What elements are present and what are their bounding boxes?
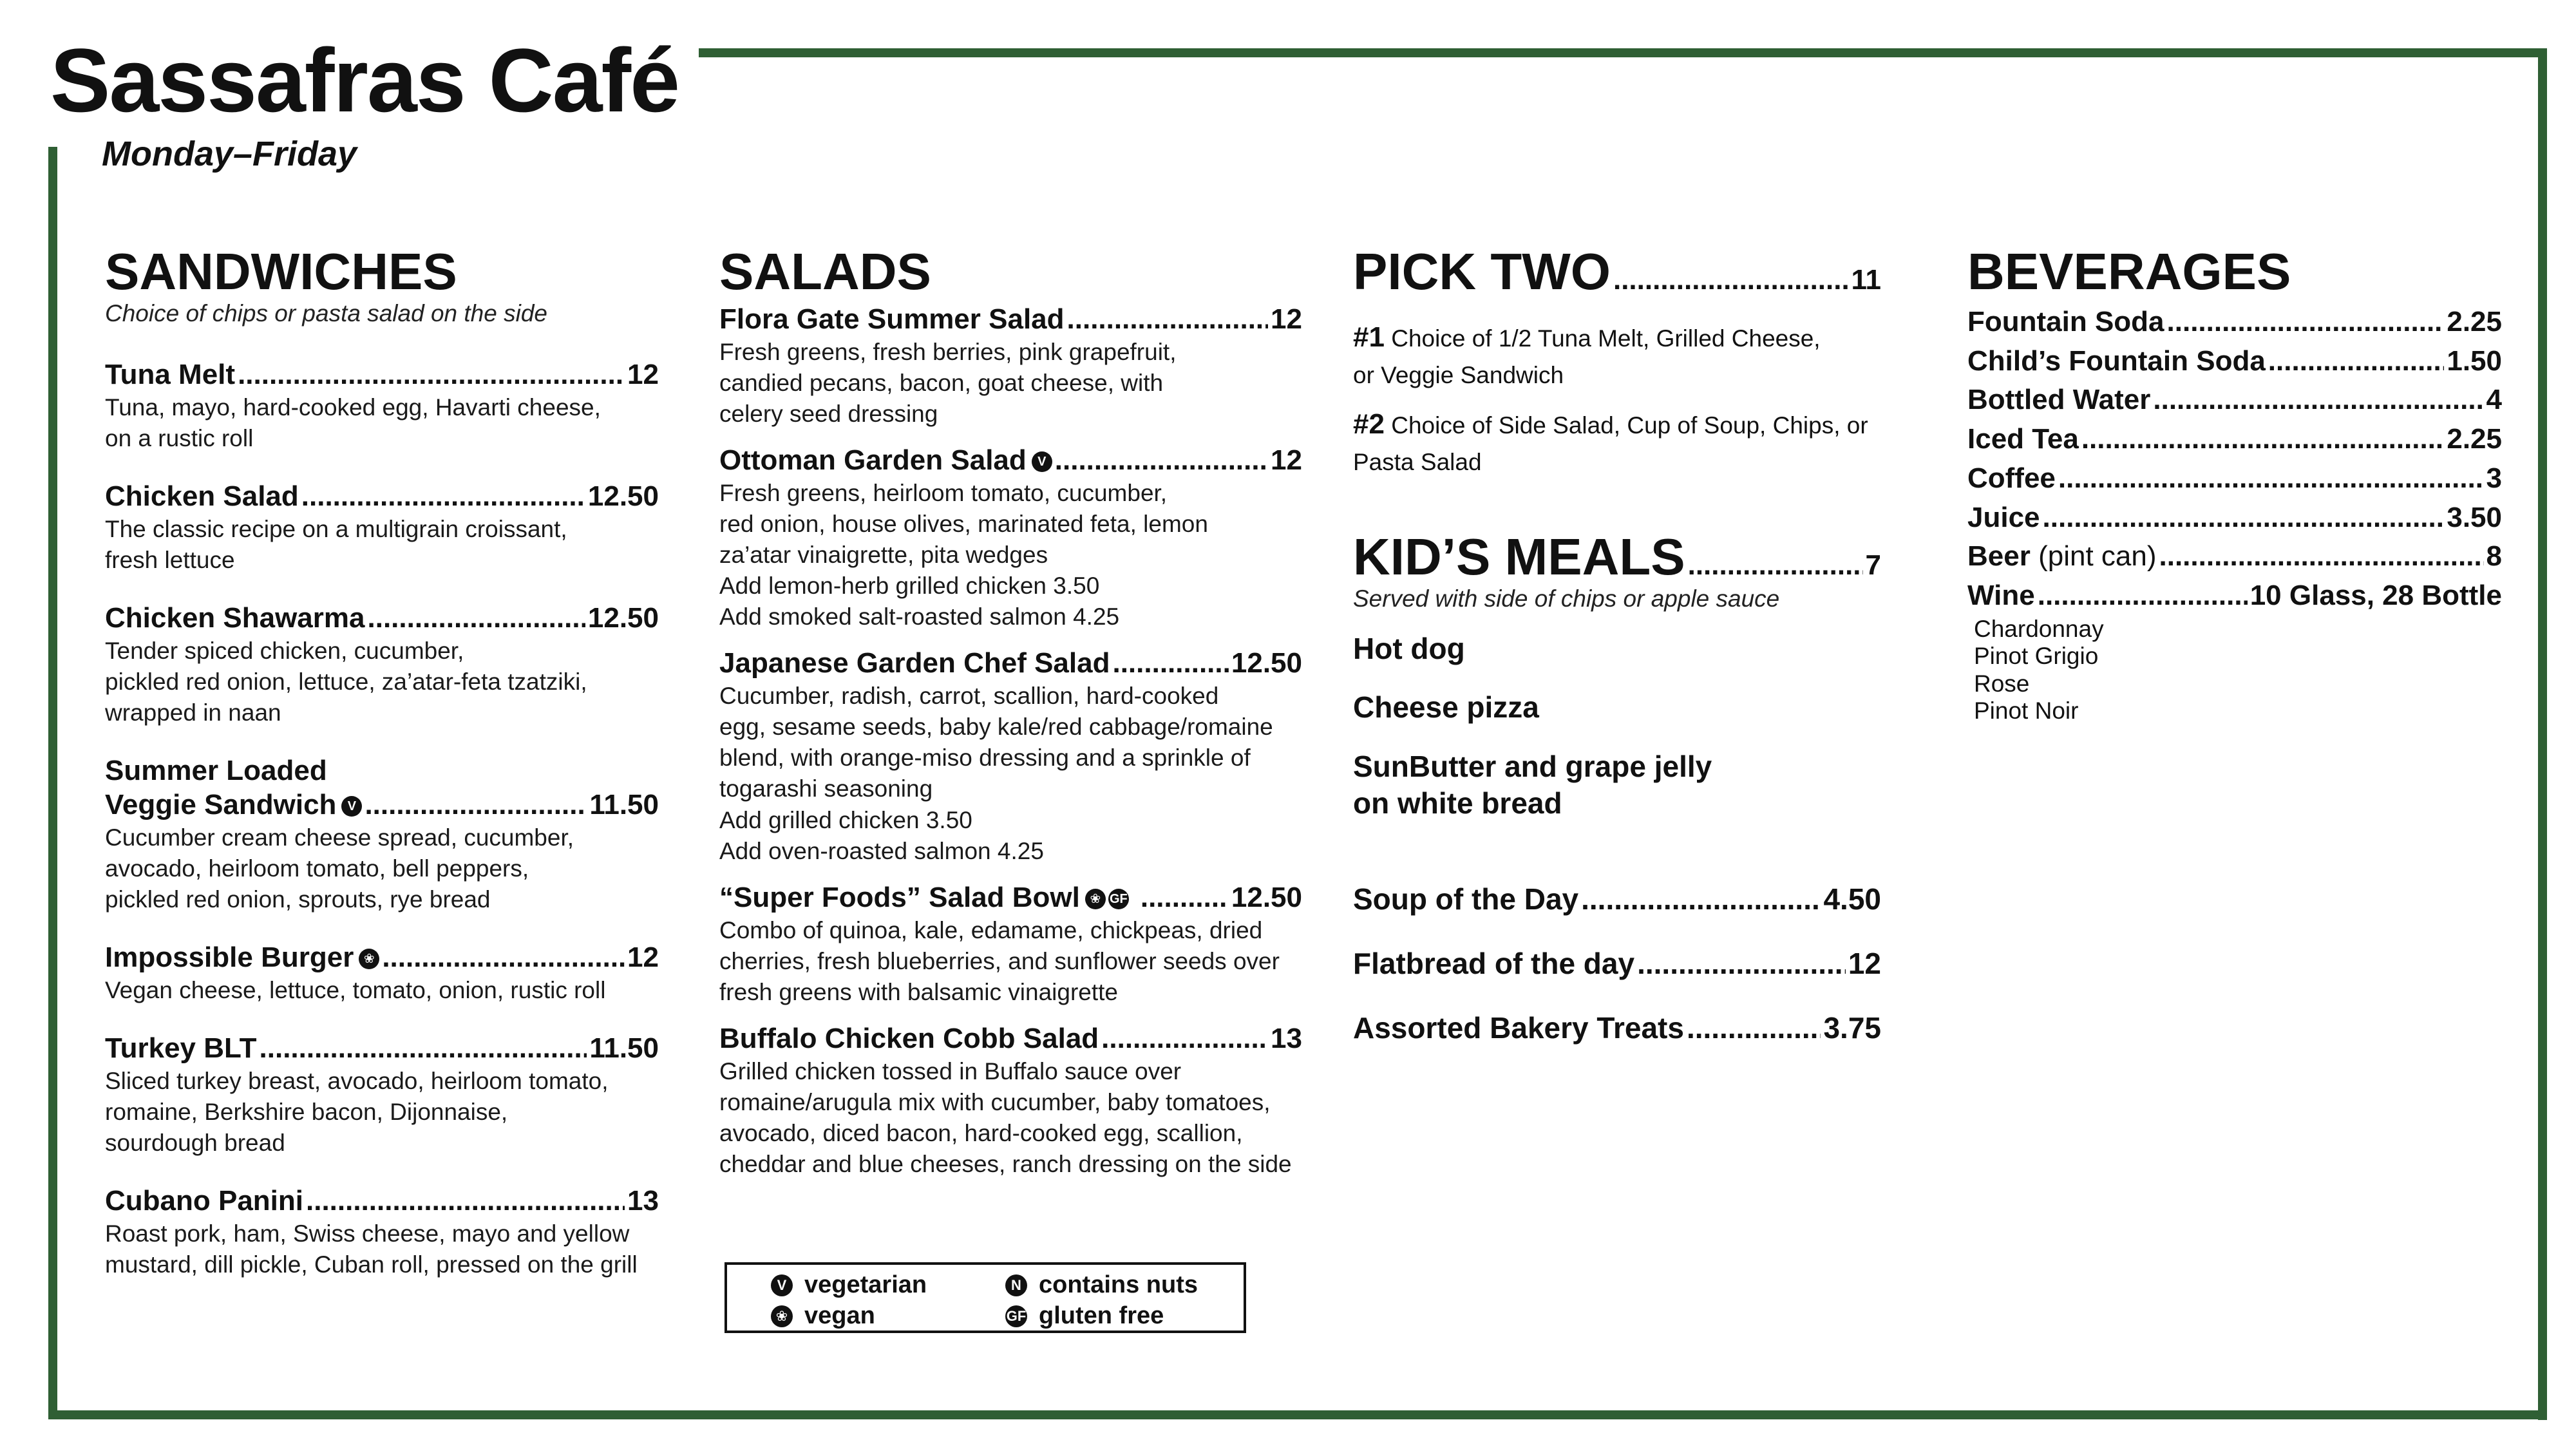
item-name: Juice: [1967, 501, 2040, 533]
menu-item: [719, 1022, 1302, 1180]
item-name: Soup of the Day: [1353, 882, 1579, 916]
item-name: Ottoman Garden Salad V: [719, 444, 1052, 478]
item-price: 8: [2486, 540, 2502, 573]
item-description: Cucumber, radish, carrot, scallion, hard-cooked egg, sesame seeds, baby kale/red cabbage/romaine blend, with orange-miso dressing and a sprinkle of togarashi seasoning Add grilled chicken 3.50 Add oven-roasted salmon 4.25: [719, 683, 1273, 864]
item-price: 2.25: [2447, 306, 2502, 337]
dot-leader: [306, 1184, 625, 1218]
dot-leader: [2159, 537, 2484, 576]
item-name: Impossible Burger ❀: [105, 941, 379, 975]
item-price: 3.75: [1823, 1011, 1881, 1045]
item-price: 12.50: [1231, 647, 1302, 679]
item-name: Assorted Bakery Treats: [1353, 1011, 1684, 1045]
beverages-section: [1967, 245, 2502, 725]
dot-leader: [1637, 946, 1846, 981]
item-price: 10 Glass, 28 Bottle: [2249, 580, 2502, 612]
item-price: 12.50: [587, 601, 659, 634]
item-name: Beer (pint can): [1967, 540, 2157, 573]
frame-left-rule: [48, 147, 57, 1419]
beverage-item: [1967, 576, 2502, 616]
item-price: 13: [627, 1184, 659, 1217]
vegetarian-icon: V: [341, 796, 362, 817]
dot-leader: [382, 941, 625, 975]
item-name: Bottled Water: [1967, 384, 2151, 416]
section-heading: SANDWICHES: [105, 243, 457, 300]
dot-leader: [238, 358, 625, 392]
item-name: Iced Tea: [1967, 423, 2079, 455]
frame-bottom-rule: [48, 1410, 2547, 1419]
item-description: Grilled chicken tossed in Buffalo sauce over romaine/arugula mix with cucumber, baby tomatoes, avocado, diced bacon, hard-cooked egg, scallion, cheddar and blue cheeses, ranch dressing on the side: [719, 1057, 1292, 1177]
item-price: 13: [1271, 1022, 1302, 1054]
section-heading: PICK TWO: [1353, 243, 1611, 300]
item-price: 12.50: [587, 480, 659, 512]
item-price: 2.25: [2447, 423, 2502, 455]
dot-leader: [1055, 444, 1268, 478]
dot-leader: [2268, 342, 2445, 381]
item-name: Japanese Garden Chef Salad: [719, 647, 1110, 679]
salads-section: [719, 245, 1302, 1180]
legend-vegetarian: V vegetarian: [771, 1271, 927, 1299]
item-name: Veggie Sandwich V: [105, 788, 362, 822]
dietary-legend: [724, 1262, 1246, 1333]
item-price: 4: [2486, 384, 2502, 416]
dot-leader: [260, 1032, 587, 1066]
item-description: Fresh greens, heirloom tomato, cucumber, red onion, house olives, marinated feta, lemon za’atar vinaigrette, pita wedges Add lemon-herb grilled chicken 3.50 Add smoked salt-roasted salmon 4.25: [719, 479, 1208, 630]
item-name: Fountain Soda: [1967, 306, 2164, 337]
dot-leader: [1613, 265, 1849, 295]
item-description: Tender spiced chicken, cucumber, pickled red onion, lettuce, za’atar-feta tzatziki, wrapped in naan: [105, 637, 587, 726]
pick-two-section: [1353, 245, 1881, 1046]
nuts-icon: N: [1005, 1274, 1027, 1296]
legend-gluten-free: GF gluten free: [1006, 1302, 1164, 1329]
dot-leader: [1688, 551, 1863, 580]
section-note: Choice of chips or pasta salad on the side: [105, 300, 547, 327]
section-heading: BEVERAGES: [1967, 243, 2291, 300]
item-name-line1: Summer Loaded: [105, 755, 327, 787]
item-name: Turkey BLT: [105, 1032, 257, 1064]
dot-leader: [1112, 647, 1228, 681]
item-price: 4.50: [1823, 882, 1881, 916]
beverage-item: [1967, 537, 2502, 576]
beverage-list: [1967, 303, 2502, 616]
extra-item: [1353, 1010, 1881, 1046]
menu-item: [105, 941, 659, 1006]
kids-item: SunButter and grape jelly on white bread: [1353, 749, 1712, 820]
section-heading: SALADS: [719, 243, 931, 300]
menu-item: [719, 444, 1302, 632]
sandwiches-section: [105, 245, 659, 1280]
dot-leader: [301, 480, 585, 514]
kids-heading-row: [1353, 527, 1881, 585]
dot-leader: [2167, 303, 2445, 342]
item-price: 1.50: [2447, 345, 2502, 377]
item-description: Vegan cheese, lettuce, tomato, onion, rustic roll: [105, 976, 606, 1003]
item-name: Chicken Shawarma: [105, 601, 365, 634]
dot-leader: [2043, 498, 2445, 538]
item-name: Buffalo Chicken Cobb Salad: [719, 1022, 1099, 1054]
vegan-leaf-icon: ❀: [1085, 889, 1106, 909]
dot-leader: [2058, 459, 2484, 498]
page-title: Sassafras Café: [50, 30, 679, 131]
dot-leader: [1067, 303, 1269, 337]
item-description: The classic recipe on a multigrain croissant, fresh lettuce: [105, 515, 567, 573]
item-price: 12: [1848, 947, 1881, 981]
menu-item: [105, 480, 659, 576]
kids-price: 7: [1865, 549, 1881, 581]
section-heading: KID’S MEALS: [1353, 527, 1685, 585]
beverage-item: [1967, 342, 2502, 381]
kids-item: Cheese pizza: [1353, 690, 1539, 724]
pick-two-option-2: #2 Choice of Side Salad, Cup of Soup, Chips, or Pasta Salad: [1353, 408, 1868, 476]
menu-item: [105, 358, 659, 454]
page-subtitle: Monday–Friday: [102, 135, 357, 173]
item-name: Coffee: [1967, 462, 2056, 494]
beverage-item: [1967, 420, 2502, 459]
section-heading-row: [1353, 245, 1881, 299]
item-price: 11.50: [589, 788, 659, 820]
frame-right-rule: [2538, 48, 2547, 1420]
item-name: Wine: [1967, 580, 2035, 612]
dot-leader: [365, 788, 587, 822]
legend-vegan: ❀ vegan: [771, 1302, 875, 1330]
beverage-item: [1967, 459, 2502, 498]
menu-item: [105, 1032, 659, 1159]
menu-item: [719, 647, 1302, 866]
legend-contains-nuts: N contains nuts: [1005, 1271, 1198, 1299]
beverage-item: [1967, 381, 2502, 420]
dot-leader: [1101, 1022, 1268, 1056]
item-name: Flora Gate Summer Salad: [719, 303, 1065, 335]
dot-leader: [1581, 882, 1821, 917]
vegetarian-icon: V: [771, 1274, 793, 1296]
beverage-item: [1967, 498, 2502, 538]
item-description: Sliced turkey breast, avocado, heirloom tomato, romaine, Berkshire bacon, Dijonnaise, sourdough bread: [105, 1067, 609, 1156]
item-name: Flatbread of the day: [1353, 947, 1635, 981]
item-description: Combo of quinoa, kale, edamame, chickpeas, dried cherries, fresh blueberries, and sunflower seeds over fresh greens with balsamic vinaigrette: [719, 916, 1280, 1005]
item-name: Child’s Fountain Soda: [1967, 345, 2266, 377]
item-price: 12: [627, 941, 659, 973]
kids-item: Hot dog: [1353, 631, 1465, 665]
item-price: 12: [1271, 303, 1302, 335]
item-name: Chicken Salad: [105, 480, 299, 512]
item-name: Cubano Panini: [105, 1184, 303, 1217]
dot-leader: [2038, 576, 2248, 616]
wine-item: Chardonnay: [1974, 615, 2104, 642]
item-price: 11.50: [589, 1032, 659, 1064]
extra-item: [1353, 946, 1881, 981]
vegan-leaf-icon: ❀: [359, 949, 379, 969]
item-description: Roast pork, ham, Swiss cheese, mayo and yellow mustard, dill pickle, Cuban roll, pressed on the grill: [105, 1220, 638, 1278]
dot-leader: [2153, 381, 2483, 420]
item-price: 3.50: [2447, 501, 2502, 533]
item-price: 12: [627, 359, 659, 390]
wine-item: Rose: [1974, 670, 2030, 697]
item-price: 12: [1271, 444, 1302, 477]
menu-item: [105, 754, 659, 915]
dot-leader: [368, 601, 585, 636]
wine-item: Pinot Grigio: [1974, 643, 2099, 670]
item-name: “Super Foods” Salad Bowl ❀ GF: [719, 881, 1129, 915]
item-description: Tuna, mayo, hard-cooked egg, Havarti cheese, on a rustic roll: [105, 393, 601, 451]
beverage-item: [1967, 303, 2502, 342]
menu-item: [719, 303, 1302, 430]
item-price: 12.50: [1231, 881, 1302, 913]
item-price: 3: [2486, 462, 2502, 494]
item-description: Fresh greens, fresh berries, pink grapefruit, candied pecans, bacon, goat cheese, with celery seed dressing: [719, 338, 1177, 427]
dot-leader: [1141, 881, 1229, 915]
menu-item: [719, 881, 1302, 1008]
vegan-leaf-icon: ❀: [771, 1305, 793, 1327]
pick-two-option-1: #1 Choice of 1/2 Tuna Melt, Grilled Cheese, or Veggie Sandwich: [1353, 321, 1821, 388]
item-name: Tuna Melt: [105, 359, 236, 390]
pick-two-price: 11: [1851, 264, 1881, 296]
menu-item: [105, 601, 659, 728]
frame-top-rule: [699, 48, 2547, 57]
dot-leader: [1687, 1010, 1821, 1046]
vegetarian-icon: V: [1032, 451, 1052, 472]
section-note: Served with side of chips or apple sauce: [1353, 585, 1780, 612]
dot-leader: [2081, 420, 2445, 459]
gluten-free-icon: GF: [1108, 889, 1129, 909]
extra-item: [1353, 882, 1881, 917]
item-description: Cucumber cream cheese spread, cucumber, avocado, heirloom tomato, bell peppers, pickled red onion, sprouts, rye bread: [105, 824, 574, 913]
wine-list: [1974, 616, 2502, 725]
wine-item: Pinot Noir: [1974, 697, 2079, 724]
gluten-free-icon: GF: [1005, 1305, 1027, 1327]
menu-item: [105, 1184, 659, 1280]
